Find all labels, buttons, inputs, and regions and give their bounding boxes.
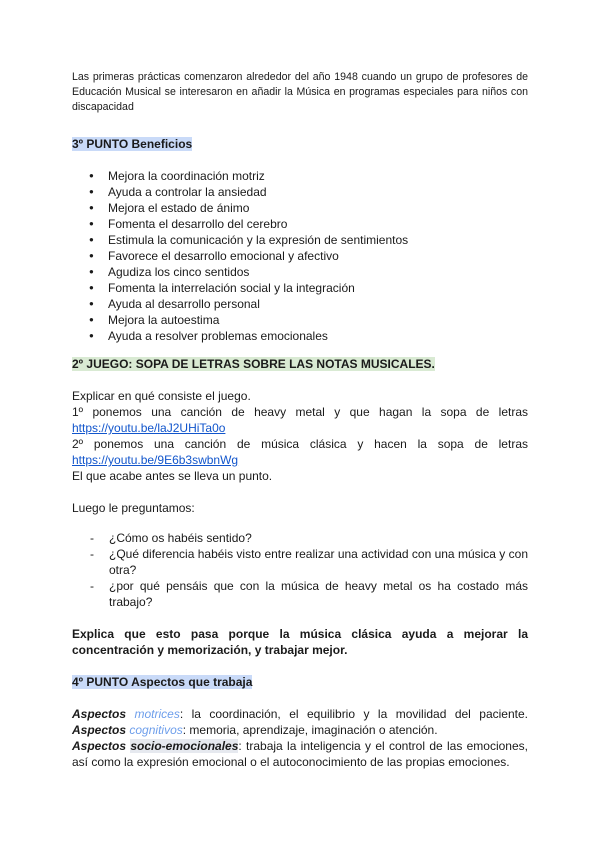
list-item: - ¿por qué pensáis que con la música de heavy metal os ha costado más trabajo? <box>90 578 528 610</box>
intro-paragraph: Las primeras prácticas comenzaron alrededor del año 1948 cuando un grupo de profesores de Educación Musical se interesaron en añadir la Música en programas especiales para niños con discapacidad <box>72 71 528 113</box>
aspect-keyword-cognitive: cognitivos <box>129 723 183 737</box>
aspect-text: : la coordinación, el equilibrio y la movilidad del paciente. <box>179 707 528 721</box>
benefits-list <box>72 168 528 344</box>
aspect-keyword-socio: socio-emocionales <box>130 739 239 753</box>
aspect-keyword-motor: motrices <box>134 707 180 721</box>
youtube-link-1[interactable]: https://youtu.be/laJ2UHiTa0o <box>72 421 226 435</box>
section3-heading <box>72 136 528 152</box>
list-item: - ¿Cómo os habéis sentido? <box>90 530 528 546</box>
aspect-label: Aspectos <box>72 723 127 737</box>
game-conclusion: Explica que esto pasa porque la música clásica ayuda a mejorar la concentración y memorización, y trabajar mejor. <box>72 627 528 657</box>
list-item: ● Fomenta la interrelación social y la integración <box>89 280 528 296</box>
section4-heading <box>72 674 528 690</box>
aspect-cognitive <box>72 722 528 738</box>
game-winner: El que acabe antes se lleva un punto. <box>72 469 273 483</box>
section4-heading-text: 4º PUNTO Aspectos que trabaja <box>72 675 253 689</box>
aspect-text: : memoria, aprendizaje, imaginación o atención. <box>182 723 438 737</box>
list-item: ● Favorece el desarrollo emocional y afectivo <box>89 248 528 264</box>
questions-list <box>72 530 528 610</box>
section3-heading-text: 3º PUNTO Beneficios <box>72 137 193 151</box>
list-item: ● Fomenta el desarrollo del cerebro <box>89 216 528 232</box>
list-item: ● Estimula la comunicación y la expresión de sentimientos <box>89 232 528 248</box>
list-item: - ¿Qué diferencia habéis visto entre realizar una actividad con una música y con otra? <box>90 546 528 578</box>
list-item: ● Mejora la autoestima <box>89 312 528 328</box>
questions-intro: Luego le preguntamos: <box>72 501 195 515</box>
list-item: ● Ayuda a controlar la ansiedad <box>89 184 528 200</box>
aspect-socio <box>72 738 528 770</box>
list-item: ● Ayuda a resolver problemas emocionales <box>89 328 528 344</box>
list-item: ● Agudiza los cinco sentidos <box>89 264 528 280</box>
aspect-motor <box>72 706 528 722</box>
aspect-label: Aspectos <box>72 707 127 721</box>
game-step-2: 2º ponemos una canción de música clásica y hacen la sopa de letras <box>72 437 528 451</box>
list-item: ● Mejora el estado de ánimo <box>89 200 528 216</box>
youtube-link-2[interactable]: https://youtu.be/9E6b3swbnWg <box>72 453 239 467</box>
section2-heading <box>72 356 528 372</box>
list-item: ● Ayuda al desarrollo personal <box>89 296 528 312</box>
aspect-label: Aspectos <box>72 739 127 753</box>
list-item: ● Mejora la coordinación motriz <box>89 168 528 184</box>
section2-heading-text: 2º JUEGO: SOPA DE LETRAS SOBRE LAS NOTAS MUSICALES. <box>72 357 435 371</box>
aspect-text: : trabaja la inteligencia y el control de las emociones, así como la expresión emocional o el autoconocimiento de las propias emociones. <box>72 739 528 769</box>
document-page <box>72 70 528 770</box>
game-explain: Explicar en qué consiste el juego. <box>72 389 251 403</box>
game-step-1: 1º ponemos una canción de heavy metal y que hagan la sopa de letras <box>72 405 528 419</box>
